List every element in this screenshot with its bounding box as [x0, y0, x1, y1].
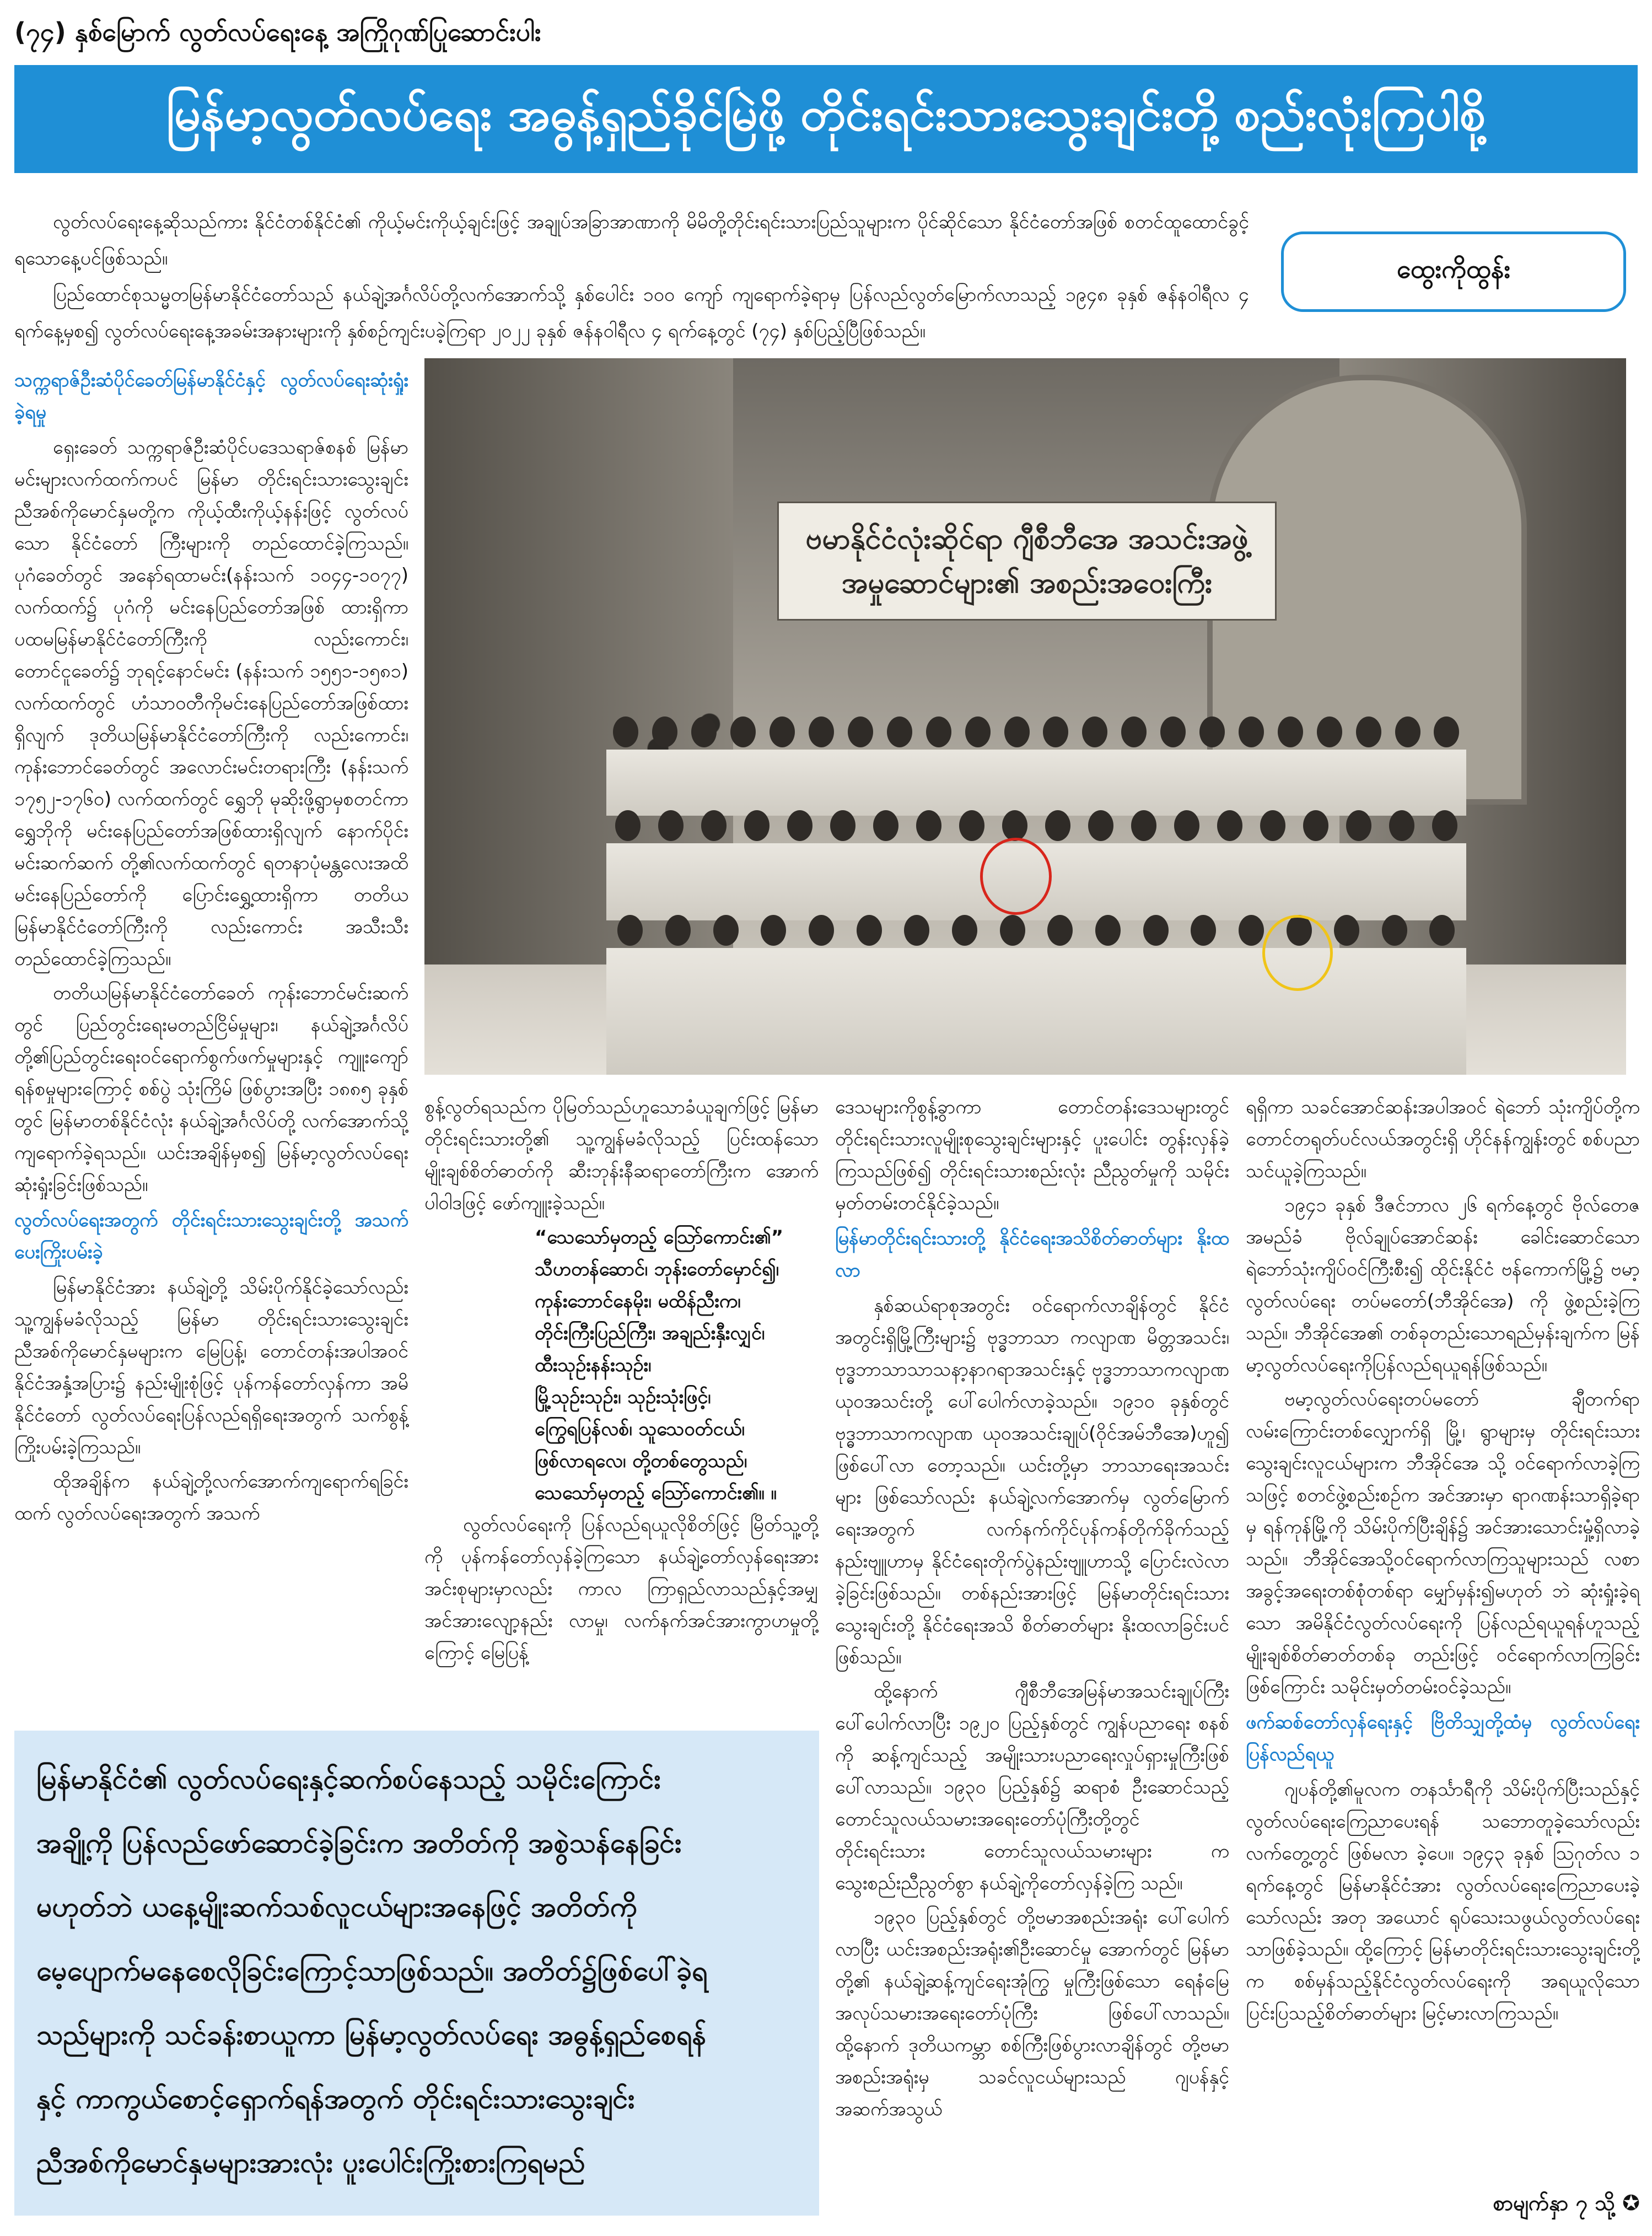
section-subheading: မြန်မာတိုင်းရင်းသားတို့ နိုင်ငံရေးအသိစိတ်ဓာတ်များ နိုးထလာ — [835, 1227, 1229, 1281]
section-subheading: ဖက်ဆစ်တော်လှန်ရေးနှင့် ဗြိတိသျှတို့ထံမှ လွတ်လပ်ရေးပြန်လည်ရယူ — [1246, 1711, 1640, 1765]
photo-banner — [777, 502, 1277, 621]
historic-group-photo — [424, 358, 1626, 1075]
section-subheading: သက္ကရာဇ်ဦးဆံပိုင်ခေတ်မြန်မာနိုင်ငံနှင့် လွတ်လပ်ရေးဆုံးရှုံးခဲ့ရမှု — [14, 369, 408, 423]
crowd-bodies-front — [606, 948, 1466, 1075]
article-column-4 — [1246, 1091, 1640, 2032]
poem-line: သေသော်မှတည့် ဩော်ကောင်း၏။ ။ — [535, 1482, 777, 1504]
author-byline-box — [1281, 231, 1626, 312]
body-paragraph: မြန်မာနိုင်ငံအား နယ်ချဲ့တို့ သိမ်းပိုက်နိုင်ခဲ့သော်လည်း သူ့ကျွန်မခံလိုသည့် မြန်မာ တိုင်းရင်းသားသွေးချင်း ညီအစ်ကိုမောင်နှမများက မြေပြန့်၊ တောင်တန်းအပါအဝင် နိုင်ငံအနှံ့အပြား၌ နည်းမျိုးစုံဖြင့် ပုန်ကန်တော်လှန်ကာ အမိနိုင်ငံတော် လွတ်လပ်ရေးပြန်လည်ရရှိရေးအတွက် သက်စွန့် ကြိုးပမ်းခဲ့ကြသည်။ — [14, 1276, 408, 1458]
author-name: ထွေးကိုထွန်း — [1396, 254, 1511, 284]
intro-paragraph: လွတ်လပ်ရေးနေ့ဆိုသည်ကား နိုင်ငံတစ်နိုင်ငံ၏ ကိုယ့်မင်းကိုယ့်ချင်းဖြင့် အချုပ်အခြာအာဏာကို မိမိတို့တိုင်းရင်းသားပြည်သူများက ပိုင်ဆိုင်သော နိုင်ငံတော်အဖြစ် စတင်ထူထောင်ခွင့်ရသောနေ့ပင်ဖြစ်သည်။ — [14, 211, 1249, 270]
intro-paragraphs — [14, 204, 1249, 349]
section-subheading: လွတ်လပ်ရေးအတွက် တိုင်းရင်းသားသွေးချင်းတို့ အသက်ပေးကြိုးပမ်းခဲ့ — [14, 1209, 408, 1263]
pull-quote-line: နှင့် ကာကွယ်စောင့်ရှောက်ရန်အတွက် တိုင်းရင်းသားသွေးချင်း — [36, 2083, 635, 2115]
body-paragraph: စွန့်လွတ်ရသည်က ပိုမြတ်သည်ဟူသောခံယူချက်ဖြင့် မြန်မာတိုင်းရင်းသားတို့၏ သူ့ကျွန်မခံလိုသည့် ပြင်းထန်သော မျိုးချစ်စိတ်ဓာတ်ကို ဆီးဘုန်းနီဆရာတော်ကြီးက အောက်ပါဝါဒဖြင့် ဖော်ကျူးခဲ့သည်။ — [424, 1096, 819, 1214]
headline-banner — [14, 65, 1638, 173]
body-paragraph: ဒေသများကိုစွန့်ခွာကာ တောင်တန်းဒေသများတွင် တိုင်းရင်းသားလူမျိုးစုသွေးချင်းများနှင့် ပူးပေါင်း တွန်းလှန်ခဲ့ကြသည်ဖြစ်၍ တိုင်းရင်းသားစည်းလုံး ညီညွတ်မှုကို သမိုင်းမှတ်တမ်းတင်နိုင်ခဲ့သည်။ — [835, 1096, 1229, 1214]
body-paragraph: ၁၉၃၀ ပြည့်နှစ်တွင် တို့ဗမာအစည်းအရုံး ပေါ်ပေါက်လာပြီး ယင်းအစည်းအရုံး၏ဦးဆောင်မှု အောက်တွင် မြန်မာတို့၏ နယ်ချဲ့ဆန့်ကျင်ရေးအုံကြွ မှုကြီးဖြစ်သော ရေနံမြေအလုပ်သမားအရေးတော်ပုံကြီး ဖြစ်ပေါ်လာသည်။ ထို့နောက် ဒုတိယကမ္ဘာ စစ်ကြီးဖြစ်ပွားလာချိန်တွင် တို့ဗမာအစည်းအရုံးမှ သခင်လူငယ်များသည် ဂျပန်နှင့် အဆက်အသွယ် — [835, 1906, 1229, 2120]
body-paragraph: နှစ်ဆယ်ရာစုအတွင်း ဝင်ရောက်လာချိန်တွင် နိုင်ငံအတွင်းရှိမြို့ကြီးများ၌ ဗုဒ္ဓဘာသာ ကလျာဏ မိတ္တအသင်း၊ ဗုဒ္ဓဘာသာသာသနာ့နာဂရာအသင်းနှင့် ဗုဒ္ဓဘာသာကလျာဏယုဝအသင်းတို့ ပေါ်ပေါက်လာခဲ့သည်။ ၁၉၁၀ ခုနှစ်တွင် ဗုဒ္ဓဘာသာကလျာဏ ယုဝအသင်းချုပ်(ဝိုင်အမ်ဘီအေ)ဟူ၍ ဖြစ်ပေါ်လာ တော့သည်။ ယင်းတို့မှာ ဘာသာရေးအသင်းများ ဖြစ်သော်လည်း နယ်ချဲ့လက်အောက်မှ လွတ်မြောက် ရေးအတွက် လက်နက်ကိုင်ပုန်ကန်တိုက်ခိုက်သည့် နည်းဗျူဟာမှ နိုင်ငံရေးတိုက်ပွဲနည်းဗျူဟာသို့ ပြောင်းလဲလာခဲ့ခြင်းဖြစ်သည်။ တစ်နည်းအားဖြင့် မြန်မာတိုင်းရင်းသားသွေးချင်းတို့ နိုင်ငံရေးအသိ စိတ်ဓာတ်များ နိုးထလာခြင်းပင်ဖြစ်သည်။ — [835, 1295, 1229, 1668]
poem-line: မြို့သုဉ်းသုဉ်း၊ သုဉ်းသုံးဖြင့်၊ — [535, 1386, 711, 1408]
headline: မြန်မာ့လွတ်လပ်ရေး အဓွန့်ရှည်ခိုင်မြဲဖို့ တိုင်းရင်းသားသွေးချင်းတို့ စည်းလုံးကြပါစို့ — [166, 87, 1486, 141]
body-paragraph: လွတ်လပ်ရေးကို ပြန်လည်ရယူလိုစိတ်ဖြင့် မြိတ်သူ့တို့ကို ပုန်ကန်တော်လှန်ခဲ့ကြသော နယ်ချဲ့တော်လှန်ရေးအားအင်းစုများမှာလည်း ကာလ ကြာရှည်လာသည်နှင့်အမျှ အင်အားလျော့နည်း လာမှု၊ လက်နက်အင်အားကွာဟမှုတို့ကြောင့် မြေပြန့် — [424, 1514, 819, 1664]
pull-quote-line: ညီအစ်ကိုမောင်နှမများအားလုံး ပူးပေါင်းကြိုးစားကြရမည် — [36, 2147, 585, 2179]
body-paragraph: ဂျပန်တို့၏မူလက တနင်္သာရီကို သိမ်းပိုက်ပြီးသည်နှင့် လွတ်လပ်ရေးကြေညာပေးရန် သဘောတူခဲ့သော်လည်း လက်တွေ့တွင် ဖြစ်မလာ ခဲ့ပေ။ ၁၉၄၃ ခုနှစ် ဩဂုတ်လ ၁ ရက်နေ့တွင် မြန်မာနိုင်ငံအား လွတ်လပ်ရေးကြေညာပေးခဲ့သော်လည်း အတု အယောင် ရုပ်သေးသဖွယ်လွတ်လပ်ရေးသာဖြစ်ခဲ့သည်။ ထို့ကြောင့် မြန်မာတိုင်းရင်းသားသွေးချင်းတို့က စစ်မှန်သည့်နိုင်ငံလွတ်လပ်ရေးကို အရယူလိုသော ပြင်းပြသည့်စိတ်ဓာတ်များ မြင့်မားလာကြသည်။ — [1246, 1779, 1640, 2024]
poem-line: “သေသော်မှတည့် ဩော်ကောင်း၏” — [535, 1226, 784, 1248]
body-paragraph: ရှေးခေတ် သက္ကရာဇ်ဦးဆံပိုင်ပဒေသရာဇ်စနစ် မြန်မာမင်းများလက်ထက်ကပင် မြန်မာ တိုင်းရင်းသားသွေးချင်း ညီအစ်ကိုမောင်နှမတို့က ကိုယ့်ထီးကိုယ့်နန်းဖြင့် လွတ်လပ်သော နိုင်ငံတော် ကြီးများကို တည်ထောင်ခဲ့ကြသည်။ ပုဂံခေတ်တွင် အနော်ရထာမင်း(နန်းသက် ၁၀၄၄-၁၀၇၇) လက်ထက်၌ ပုဂံကို မင်းနေပြည်တော်အဖြစ် ထားရှိကာ ပထမမြန်မာနိုင်ငံတော်ကြီးကို လည်းကောင်း၊ တောင်ငူခေတ်၌ ဘုရင့်နောင်မင်း (နန်းသက် ၁၅၅၁-၁၅၈၁) လက်ထက်တွင် ဟံသာဝတီကိုမင်းနေပြည်တော်အဖြစ်ထားရှိလျက် ဒုတိယမြန်မာနိုင်ငံတော်ကြီးကို လည်းကောင်း၊ ကုန်းဘောင်ခေတ်တွင် အလောင်းမင်းတရားကြီး (နန်းသက် ၁၇၅၂-၁၇၆၀) လက်ထက်တွင် ရွှေဘို မုဆိုးဖို့ရွာမှစတင်ကာ ရွှေဘိုကို မင်းနေပြည်တော်အဖြစ်ထားရှိလျက် နောက်ပိုင်းမင်းဆက်ဆက် တို့၏လက်ထက်တွင် ရတနာပုံမန္တလေးအထိ မင်းနေပြည်တော်ကို ပြောင်းရွှေ့ထားရှိကာ တတိယမြန်မာနိုင်ငံတော်ကြီးကို လည်းကောင်း အသီးသီးတည်ထောင်ခဲ့ကြသည်။ — [14, 437, 408, 970]
photo-banner-line-2: အမှုဆောင်များ၏ အစည်းအဝေးကြီး — [841, 567, 1213, 600]
poem-line: ထီးသုဉ်းနန်းသုဉ်း၊ — [535, 1354, 652, 1376]
poem-line: တိုင်းကြီးပြည်ကြီး၊ အချည်းနှီးလျှင်၊ — [535, 1322, 765, 1344]
poem-line: ဖြစ်လာရလေ၊ တို့တစ်တွေသည်၊ — [535, 1450, 747, 1472]
pull-quote-line: မဟုတ်ဘဲ ယနေ့မျိုးဆက်သစ်လူငယ်များအနေဖြင့် အတိတ်ကို — [36, 1891, 637, 1923]
pull-quote-line: အချို့ကို ပြန်လည်ဖော်ဆောင်ခဲ့ခြင်းက အတိတ်ကို အစွဲသန်နေခြင်း — [36, 1827, 682, 1859]
poem-line: ကုန်းဘောင်နေမိုး၊ မထိန်ညီးက၊ — [535, 1290, 741, 1312]
red-circle-highlight — [980, 838, 1052, 915]
article-column-3 — [835, 1091, 1229, 2127]
article-column-1 — [14, 361, 408, 1532]
photo-banner-line-1: ဗမာနိုင်ငံလုံးဆိုင်ရာ ဂျီစီဘီအေ အသင်းအဖွဲ့ — [805, 522, 1249, 556]
body-paragraph: တတိယမြန်မာနိုင်ငံတော်ခေတ် ကုန်းဘောင်မင်းဆက်တွင် ပြည်တွင်းရေးမတည်ငြိမ်မှုများ၊ နယ်ချဲ့အင်္ဂလိပ်တို့၏ပြည်တွင်းရေးဝင်ရောက်စွက်ဖက်မှုများနှင့် ကျူးကျော်ရန်စမှုများကြောင့် စစ်ပွဲ သုံးကြိမ် ဖြစ်ပွားအပြီး ၁၈၈၅ ခုနှစ်တွင် မြန်မာတစ်နိုင်ငံလုံး နယ်ချဲ့အင်္ဂလိပ်တို့ လက်အောက်သို့ ကျရောက်ခဲ့ရသည်။ ယင်းအချိန်မှစ၍ မြန်မာ့လွတ်လပ်ရေး ဆုံးရှုံးခြင်းဖြစ်သည်။ — [14, 982, 408, 1196]
pull-quote-line: မေ့ပျောက်မနေစေလိုခြင်းကြောင့်သာဖြစ်သည်။ အတိတ်၌ဖြစ်ပေါ်ခဲ့ရ — [36, 1955, 708, 1987]
pull-quote-box — [14, 1731, 819, 2216]
continued-on-page-link[interactable]: စာမျက်နှာ ၇ သို့ ✪ — [1493, 2191, 1640, 2215]
poem-line: ကြွေရပြန်လစ်၊ သူသေဝတ်ငယ်၊ — [535, 1418, 745, 1440]
body-paragraph: ဗမာ့လွတ်လပ်ရေးတပ်မတော် ချီတက်ရာ လမ်းကြောင်းတစ်လျှောက်ရှိ မြို့၊ ရွာများမှ တိုင်းရင်းသားသွေးချင်းလူငယ်များက ဘီအိုင်အေ သို့ ဝင်ရောက်လာခဲ့ကြသဖြင့် စတင်ဖွဲ့စည်းစဉ်က အင်အားမှာ ရာဂဏန်းသာရှိခဲ့ရာမှ ရန်ကုန်မြို့ကို သိမ်းပိုက်ပြီးချိန်၌ အင်အားသောင်းမှုံ့ရှိလာခဲ့ သည်။ ဘီအိုင်အေသို့ဝင်ရောက်လာကြသူများသည် လစာအခွင့်အရေးတစ်စုံတစ်ရာ မျှော်မှန်း၍မဟုတ် ဘဲ ဆုံးရှုံးခဲ့ရသော အမိနိုင်ငံလွတ်လပ်ရေးကို ပြန်လည်ရယူရန်ဟူသည့် မျိုးချစ်စိတ်ဓာတ်တစ်ခု တည်းဖြင့် ဝင်ရောက်လာကြခြင်းဖြစ်ကြောင်း သမိုင်းမှတ်တမ်းဝင်ခဲ့သည်။ — [1246, 1388, 1640, 1698]
crowd-bodies-back — [606, 750, 1466, 816]
body-paragraph: ၁၉၄၁ ခုနှစ် ဒီဇင်ဘာလ ၂၆ ရက်နေ့တွင် ဗိုလ်တေဇအမည်ခံ ဗိုလ်ချုပ်အောင်ဆန်း ခေါင်းဆောင်သော ရဲဘော်သုံးကျိပ်ဝင်ကြီးစီး၍ ထိုင်းနိုင်ငံ ဗန်ကောက်မြို့၌ ဗမာ့လွတ်လပ်ရေး တပ်မတော်(ဘီအိုင်အေ) ကို ဖွဲ့စည်းခဲ့ကြသည်။ ဘီအိုင်အေ၏ တစ်ခုတည်းသောရည်မှန်းချက်က မြန်မာ့လွတ်လပ်ရေးကိုပြန်လည်ရယူရန်ဖြစ်သည်။ — [1246, 1194, 1640, 1376]
yellow-circle-highlight — [1262, 915, 1333, 991]
intro-paragraph: ပြည်ထောင်စုသမ္မတမြန်မာနိုင်ငံတော်သည် နယ်ချဲ့အင်္ဂလိပ်တို့လက်အောက်သို့ နှစ်ပေါင်း ၁၀၀ ကျော် ကျရောက်ခဲ့ရာမှ ပြန်လည်လွတ်မြောက်လာသည့် ၁၉၄၈ ခုနှစ် ဇန်နဝါရီလ ၄ ရက်နေ့မှစ၍ လွတ်လပ်ရေးနေ့အခမ်းအနားများကို နှစ်စဉ်ကျင်းပခဲ့ကြရာ ၂၀၂၂ ခုနှစ် ဇန်နဝါရီလ ၄ ရက်နေ့တွင် (၇၄) နှစ်ပြည့်ပြီဖြစ်သည်။ — [14, 284, 1249, 342]
poem-line: သီဟတန်ဆောင်၊ ဘုန်းတော်မှောင်၍၊ — [535, 1258, 779, 1280]
article-column-2 — [424, 1091, 819, 1671]
pull-quote-line: သည်များကို သင်ခန်းစာယူကာ မြန်မာ့လွတ်လပ်ရေး အဓွန့်ရှည်စေရန် — [36, 2019, 707, 2051]
body-paragraph: ထိုအချိန်က နယ်ချဲ့တို့လက်အောက်ကျရောက်ရခြင်းထက် လွတ်လပ်ရေးအတွက် အသက် — [14, 1470, 408, 1524]
pull-quote-line: မြန်မာနိုင်ငံ၏ လွတ်လပ်ရေးနှင့်ဆက်စပ်နေသည့် သမိုင်းကြောင်း — [36, 1763, 661, 1795]
article-kicker: (၇၄) နှစ်မြောက် လွတ်လပ်ရေးနေ့ အကြိုဂုဏ်ပြုဆောင်းပါး — [14, 17, 541, 47]
body-paragraph: ရရှိကာ သခင်အောင်ဆန်းအပါအဝင် ရဲဘော် သုံးကျိပ်တို့က တောင်တရုတ်ပင်လယ်အတွင်းရှိ ဟိုင်နန်ကျွန်းတွင် စစ်ပညာသင်ယူခဲ့ကြသည်။ — [1246, 1096, 1640, 1182]
body-paragraph: ထို့နောက် ဂျီစီဘီအေမြန်မာအသင်းချုပ်ကြီး ပေါ်ပေါက်လာပြီး ၁၉၂၀ ပြည့်နှစ်တွင် ကျွန်ပညာရေး စနစ်ကို ဆန့်ကျင်သည့် အမျိုးသားပညာရေးလှုပ်ရှားမှုကြီးဖြစ်ပေါ်လာသည်။ ၁၉၃၀ ပြည့်နှစ်၌ ဆရာစံ ဦးဆောင်သည့် တောင်သူလယ်သမားအရေးတော်ပုံကြီးတို့တွင် တိုင်းရင်းသား တောင်သူလယ်သမားများ က သွေးစည်းညီညွတ်စွာ နယ်ချဲ့ကိုတော်လှန်ခဲ့ကြ သည်။ — [835, 1680, 1229, 1894]
